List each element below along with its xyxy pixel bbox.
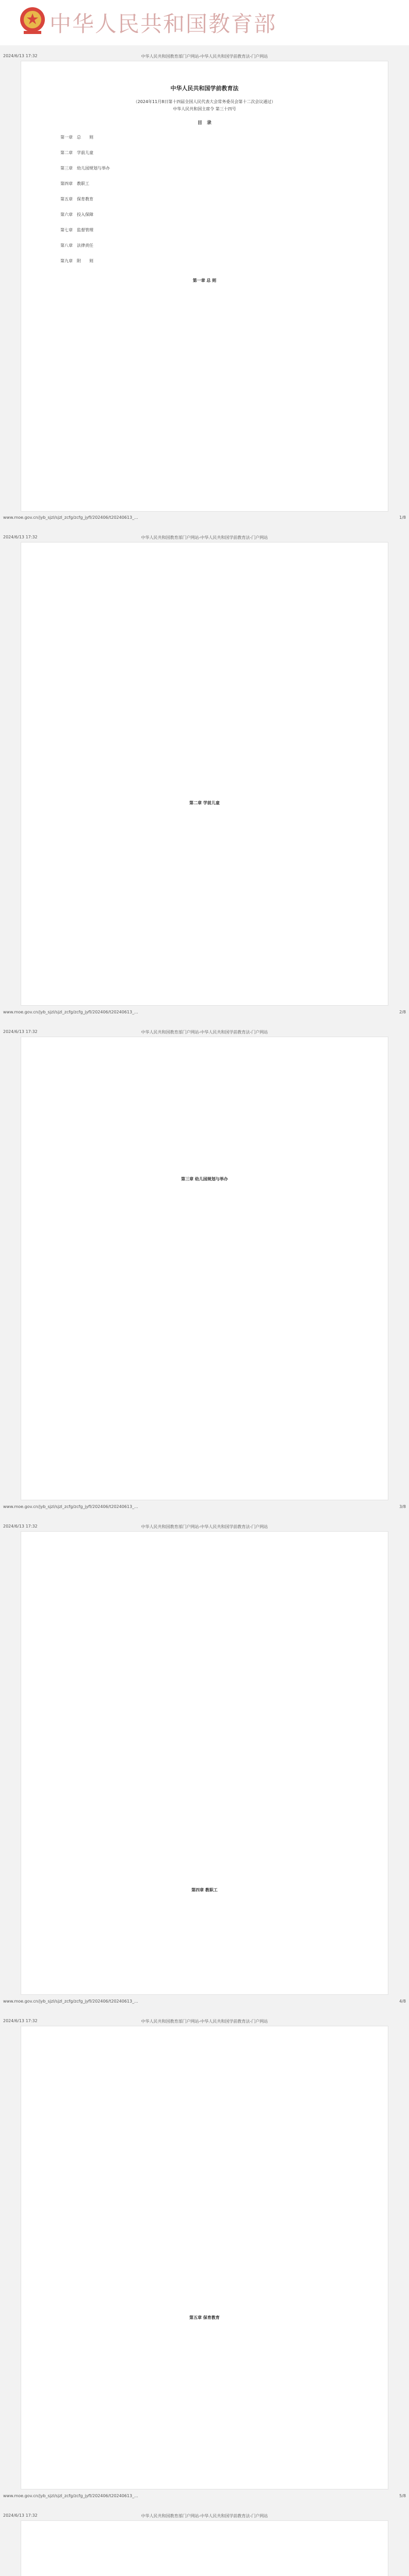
chapter-heading: 第三章 幼儿园规划与举办 [181, 1177, 228, 1181]
print-header [0, 49, 409, 61]
print-header [0, 2509, 409, 2520]
toc-heading: 目 录 [197, 121, 211, 126]
print-footer [0, 1998, 409, 2005]
page-url: www.moe.gov.cn/jyb_sjzl/sjzl_zcfg/zcfg_jyfl/202406/t20240613_... [3, 515, 138, 520]
toc-item: 第八章 法律责任 [60, 243, 93, 248]
page-url: www.moe.gov.cn/jyb_sjzl/sjzl_zcfg/zcfg_jyfl/202406/t20240613_... [3, 2494, 138, 2498]
toc-item: 第五章 保育教育 [60, 197, 93, 201]
page-number: 5/8 [399, 2494, 406, 2498]
print-timestamp: 2024/6/13 17:32 [3, 54, 38, 58]
law-title: 中华人民共和国学前教育法 [170, 85, 239, 92]
page-number: 1/8 [399, 515, 406, 520]
toc-item: 第二章 学前儿童 [60, 150, 93, 155]
print-footer [0, 1503, 409, 1511]
toc-item: 第九章 附 则 [60, 259, 93, 263]
print-timestamp: 2024/6/13 17:32 [3, 2513, 38, 2518]
print-header-title: 中华人民共和国教育部门户网站-中华人民共和国学前教育法-门户网站 [141, 2019, 268, 2024]
page-number: 2/8 [399, 1010, 406, 1014]
preface-line: 中华人民共和国主席令 第三十四号 [173, 107, 236, 111]
toc-item: 第七章 监督管理 [60, 228, 93, 232]
print-header-title: 中华人民共和国教育部门户网站-中华人民共和国学前教育法-门户网站 [141, 2514, 268, 2518]
chapter-heading: 第五章 保育教育 [189, 2315, 220, 2320]
print-header-title: 中华人民共和国教育部门户网站-中华人民共和国学前教育法-门户网站 [141, 1524, 268, 1529]
toc-item: 第一章 总 则 [60, 135, 93, 140]
print-footer [0, 1009, 409, 1016]
page-number: 4/8 [399, 1999, 406, 2004]
page-url: www.moe.gov.cn/jyb_sjzl/sjzl_zcfg/zcfg_jyfl/202406/t20240613_... [3, 1010, 138, 1014]
print-timestamp: 2024/6/13 17:32 [3, 1524, 38, 1529]
toc-item: 第四章 教职工 [60, 181, 89, 186]
page-number: 3/8 [399, 1504, 406, 1509]
print-header-title: 中华人民共和国教育部门户网站-中华人民共和国学前教育法-门户网站 [141, 535, 268, 540]
print-footer [0, 2493, 409, 2500]
document-page [21, 542, 388, 1006]
toc-item: 第六章 投入保障 [60, 212, 93, 217]
document-page [21, 1531, 388, 1995]
national-emblem-icon [19, 5, 46, 36]
print-timestamp: 2024/6/13 17:32 [3, 2019, 38, 2023]
print-header [0, 2014, 409, 2026]
print-timestamp: 2024/6/13 17:32 [3, 1029, 38, 1034]
document-page [21, 2026, 388, 2489]
page-url: www.moe.gov.cn/jyb_sjzl/sjzl_zcfg/zcfg_jyfl/202406/t20240613_... [3, 1504, 138, 1509]
print-timestamp: 2024/6/13 17:32 [3, 535, 38, 539]
page-url: www.moe.gov.cn/jyb_sjzl/sjzl_zcfg/zcfg_jyfl/202406/t20240613_... [3, 1999, 138, 2004]
chapter-heading: 第二章 学前儿童 [189, 801, 220, 805]
chapter-heading: 第一章 总 则 [192, 278, 217, 283]
site-banner [0, 0, 409, 45]
print-header [0, 531, 409, 542]
toc-item: 第三章 幼儿园规划与举办 [60, 166, 110, 171]
print-header [0, 1520, 409, 1531]
document-page [21, 2520, 388, 2576]
print-header-title: 中华人民共和国教育部门户网站-中华人民共和国学前教育法-门户网站 [141, 54, 268, 59]
document-page [21, 1037, 388, 1500]
site-title[interactable]: 中华人民共和国教育部 [50, 11, 277, 37]
preface-line: （2024年11月8日第十四届全国人民代表大会常务委员会第十二次会议通过） [133, 99, 276, 104]
print-header-title: 中华人民共和国教育部门户网站-中华人民共和国学前教育法-门户网站 [141, 1030, 268, 1035]
print-footer [0, 514, 409, 521]
document-page [21, 61, 388, 512]
chapter-heading: 第四章 教职工 [191, 1888, 218, 1892]
print-header [0, 1025, 409, 1037]
